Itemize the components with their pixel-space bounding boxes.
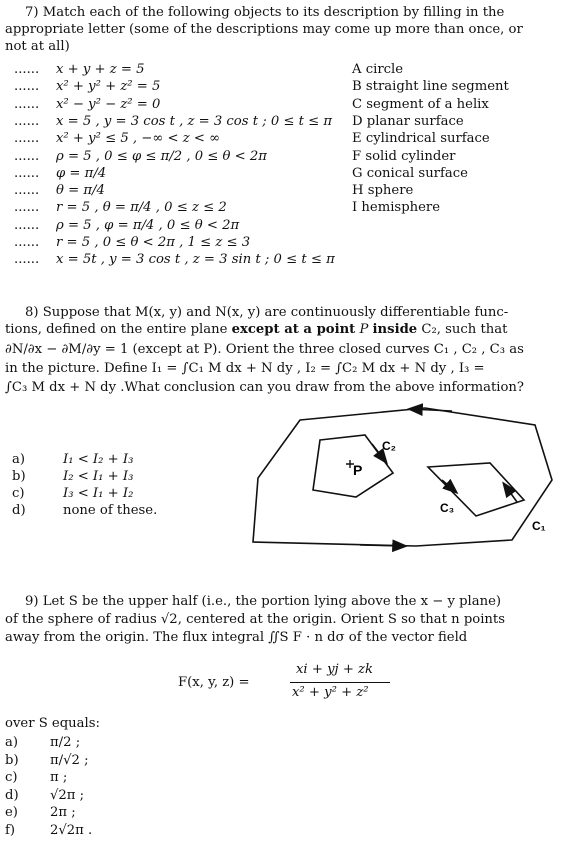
label-c1: C₁	[532, 519, 546, 533]
q7-description: D planar surface	[352, 113, 464, 129]
q8-line1: 8) Suppose that M(x, y) and N(x, y) are continuously differentiable func-	[25, 305, 509, 320]
q9-fraction-bar	[290, 682, 390, 683]
q9-option-label[interactable]: a)	[5, 735, 19, 750]
q7-description: I hemisphere	[352, 200, 441, 216]
q8-option-label[interactable]: b)	[12, 469, 26, 484]
q9-option-text: π ;	[50, 770, 68, 785]
q8-line2-a: tions, defined on the entire plane	[5, 322, 232, 337]
q7-intro-line1: 7) Match each of the following objects to its description by filling in the	[25, 5, 505, 20]
q7-description: E cylindrical surface	[352, 131, 490, 147]
q8-option-text: I₁ < I₂ + I₃	[63, 452, 134, 467]
answer-blank[interactable]: ......	[14, 79, 40, 95]
q9-field-numerator: xi + yj + zk	[296, 662, 374, 677]
q7-object: x² + y² ≤ 5 , −∞ < z < ∞	[56, 131, 221, 147]
q8-line2-p: P	[355, 322, 373, 337]
answer-blank[interactable]: ......	[14, 235, 40, 250]
q9-field-denominator: x² + y² + z²	[292, 685, 369, 700]
c3-arrow-left	[442, 480, 456, 492]
answer-blank[interactable]: ......	[14, 165, 40, 181]
label-p: P	[353, 462, 363, 478]
q8-option-text: I₃ < I₁ + I₂	[63, 486, 134, 501]
q7-object: r = 5 , 0 ≤ θ < 2π , 1 ≤ z ≤ 3	[56, 235, 251, 250]
answer-blank[interactable]: ......	[14, 217, 40, 233]
q9-option-label[interactable]: c)	[5, 770, 18, 785]
q9-line4: over S equals:	[5, 716, 100, 731]
q8-line2-bold2: inside	[372, 322, 418, 337]
q8-line4: in the picture. Define I₁ = ∫C₁ M dx + N dy , I₂ = ∫C₂ M dx + N dy , I₃ =	[5, 361, 485, 376]
q9-option-text: √2π ;	[50, 787, 85, 803]
q7-description: A circle	[352, 62, 404, 77]
q9-line3: away from the origin. The flux integral ∬S F · n dσ of the vector field	[5, 630, 468, 645]
answer-blank[interactable]: ......	[14, 131, 40, 147]
answer-blank[interactable]: ......	[14, 62, 40, 77]
q7-object: θ = π/4	[56, 183, 105, 199]
q9-option-label[interactable]: d)	[5, 787, 19, 803]
q7-object: ρ = 5 , φ = π/4 , 0 ≤ θ < 2π	[56, 217, 240, 233]
q7-object: x = 5t , y = 3 cos t , z = 3 sin t ; 0 ≤ t ≤ π	[56, 252, 335, 268]
c1-arrow-top	[410, 409, 452, 411]
q7-object: φ = π/4	[56, 165, 107, 181]
q9-option-text: π/√2 ;	[50, 752, 89, 768]
q8-curves-figure	[250, 400, 560, 575]
answer-blank[interactable]: ......	[14, 113, 40, 129]
q9-field-lhs: F(x, y, z) =	[178, 675, 250, 690]
q9-vector-field	[178, 662, 398, 704]
q7-object: x² + y² + z² = 5	[56, 79, 161, 95]
q7-intro-line3: not at all)	[5, 39, 70, 54]
q8-option-text: I₂ < I₁ + I₃	[63, 469, 134, 484]
q9-option-text: 2√2π .	[50, 822, 93, 838]
q9-option-label[interactable]: f)	[5, 822, 16, 838]
q8-line2-e: C₂, such that	[417, 322, 508, 337]
q7-intro-line2: appropriate letter (some of the descriptions may come up more than once, or	[5, 22, 523, 37]
answer-blank[interactable]: ......	[14, 200, 40, 216]
q7-description: C segment of a helix	[352, 96, 489, 112]
c3-arrow-right	[504, 484, 517, 502]
q9-option-label[interactable]: b)	[5, 752, 19, 768]
q8-line5: ∫C₃ M dx + N dy .What conclusion can you draw from the above information?	[5, 380, 525, 395]
answer-blank[interactable]: ......	[14, 148, 40, 164]
q7-description: H sphere	[352, 183, 414, 199]
q8-line3: ∂N/∂x − ∂M/∂y = 1 (except at P). Orient the three closed curves C₁ , C₂ , C₃ as	[5, 342, 524, 357]
q8-line2	[5, 322, 507, 338]
q8-option-text: none of these.	[63, 503, 158, 518]
answer-blank[interactable]: ......	[14, 252, 40, 268]
q9-option-text: 2π ;	[50, 805, 76, 820]
q9-line1: 9) Let S be the upper half (i.e., the portion lying above the x − y plane)	[25, 594, 502, 609]
q9-option-text: π/2 ;	[50, 735, 81, 750]
q7-description: G conical surface	[352, 165, 468, 181]
label-c3: C₃	[440, 501, 455, 515]
q7-object: x = 5 , y = 3 cos t , z = 3 cos t ; 0 ≤ t ≤ π	[56, 113, 333, 129]
q7-description: B straight line segment	[352, 79, 509, 95]
q7-object: x² − y² − z² = 0	[56, 96, 161, 112]
q7-object: x + y + z = 5	[56, 62, 145, 77]
q7-object: ρ = 5 , 0 ≤ φ ≤ π/2 , 0 ≤ θ < 2π	[56, 148, 267, 164]
answer-blank[interactable]: ......	[14, 183, 40, 199]
q8-line2-bold1: except at a point	[231, 322, 356, 337]
c1-arrow-bottom	[360, 545, 405, 546]
q8-option-label[interactable]: d)	[12, 503, 26, 518]
q7-description: F solid cylinder	[352, 148, 456, 164]
answer-blank[interactable]: ......	[14, 96, 40, 112]
curve-c1	[253, 408, 552, 546]
q9-line2: of the sphere of radius √2, centered at the origin. Orient S so that n points	[5, 612, 505, 627]
q8-option-label[interactable]: c)	[12, 486, 25, 501]
q7-object: r = 5 , θ = π/4 , 0 ≤ z ≤ 2	[56, 200, 227, 216]
q9-option-label[interactable]: e)	[5, 805, 18, 820]
label-c2: C₂	[382, 439, 396, 453]
q8-option-label[interactable]: a)	[12, 452, 26, 467]
